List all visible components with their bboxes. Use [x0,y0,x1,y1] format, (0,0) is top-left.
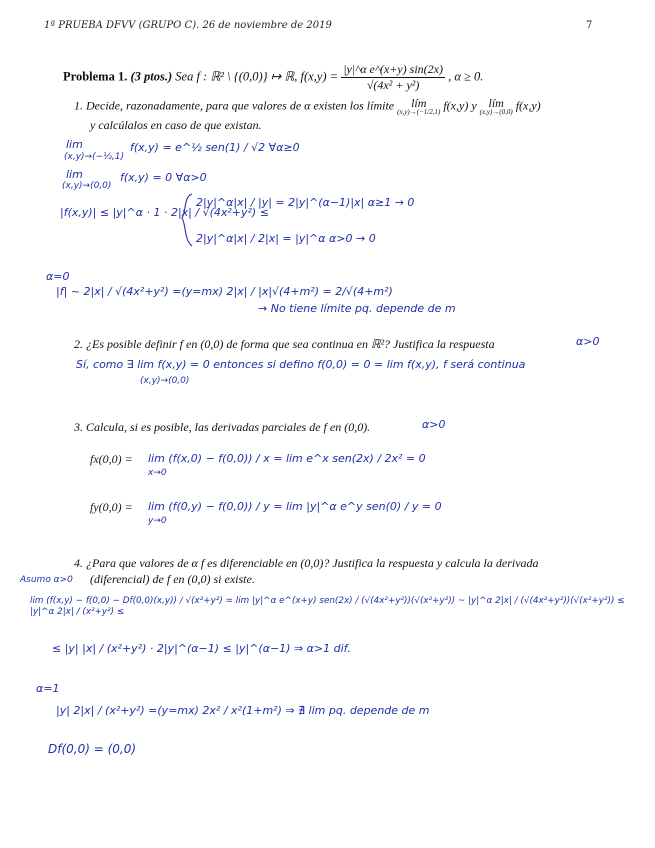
hw-case-1-arrow: α≥1 → 0 [367,196,415,209]
hw-fx-sub: x→0 [148,468,167,478]
header-title: 1ª PRUEBA DFVV (GRUPO C). 26 de noviembre de 2019 [44,20,332,31]
q4-line-a [74,556,539,571]
q4-text-a: ¿Para que valores de α f es diferenciable en (0,0)? Justifica la respuesta y calcula la derivada [86,556,539,570]
problem-fraction [341,62,445,93]
q1-number: 1. [74,98,83,113]
hw-q4-final: Df(0,0) = (0,0) [48,742,137,756]
hw-lim-2-expr: f(x,y) = 0 ∀α>0 [120,171,207,184]
q2-text: ¿Es posible definir f en (0,0) de forma que sea continua en ℝ²? Justifica la respuesta [86,337,495,351]
lim-word: lím [411,96,427,110]
problem-statement-b: , α ≥ 0. [448,69,484,84]
hw-fx-expr: lim (f(x,0) − f(0,0)) / x = lim e^x sen(2x) / 2x² = 0 [148,452,426,465]
hw-case-2-expr: 2|y|^α|x| / 2|x| = |y|^α [196,232,326,245]
hw-fy-expr: lim (f(0,y) − f(0,0)) / y = lim |y|^α e^y sen(0) / y = 0 [148,500,442,513]
lim-sub-1: (x,y)→(−1/2,1) [397,108,441,116]
q3-number: 3. [74,420,83,434]
problem-statement [63,62,483,93]
hw-case-2 [196,232,376,245]
hw-q4-alpha1: α=1 [36,682,60,695]
q1-limit-1 [397,97,440,116]
fx-label: fx(0,0) = [90,452,133,466]
q1-text-b: y calcúlalos en caso de que existan. [90,118,262,132]
hw-q4-margin: Asumo α>0 [20,575,73,585]
problem-title: Problema 1. [63,69,128,84]
fraction-denominator: √(4x² + y²) [366,78,420,92]
hw-alpha-zero-note: → No tiene límite pq. depende de m [258,302,456,315]
hw-alpha-zero: α=0 [46,270,70,283]
hw-fy-sub: y→0 [148,516,167,526]
q4-number: 4. [74,556,83,570]
q1-line-a [74,97,541,116]
hw-lim-2: lim [66,168,83,181]
hw-q4-line2: ≤ |y| |x| / (x²+y²) · 2|y|^(α−1) ≤ |y|^(α−1) ⇒ α>1 dif. [52,642,351,655]
problem-points: (3 ptos.) [130,69,173,84]
hw-lim-1-sub: (x,y)→(−½,1) [64,152,124,162]
fraction-numerator: |y|^α e^(x+y) sin(2x) [343,62,443,76]
hw-lim-2-sub: (x,y)→(0,0) [62,181,112,191]
hw-case-1 [196,196,414,209]
hw-alpha-zero-expr: |f| ~ 2|x| / √(4x²+y²) =(y=mx) 2|x| / |x|√(4+m²) = 2/√(4+m²) [56,285,393,298]
q1-limit-2 [480,97,513,116]
hw-q3-alpha: α>0 [422,418,446,431]
q3-line [74,420,370,435]
fy-label: fy(0,0) = [90,500,133,514]
hw-brace [182,194,192,246]
hw-q4-line1: lim (f(x,y) − f(0,0) − Df(0,0)(x,y)) / √(x²+y²) = lim |y|^α e^(x+y) sen(2x) / (√(4x²+y²))(√(x²+y²)) ~ |y|^α 2|x| / (√(4x²+y²))(√(x²+y²)) ≤ |y|^α 2|x| / (x²+y²) ≤ [30,596,625,617]
lim-func-1: f(x,y) y [443,98,477,113]
q4-text-b: (diferencial) de f en (0,0) si existe. [90,572,255,586]
q2-line [74,337,495,352]
lim-func-2: f(x,y) [515,98,541,113]
hw-lim-1 [66,138,83,151]
problem-statement-a: Sea f : ℝ² \ {(0,0)} ↦ ℝ, f(x,y) = [175,69,339,84]
q2-number: 2. [74,337,83,351]
q1-text-a: Decide, razonadamente, para que valores de α existen los límite [86,98,395,113]
hw-q2-answer: Sí, como ∃ lim f(x,y) = 0 entonces si defino f(0,0) = 0 = lim f(x,y), f será continua [76,358,526,371]
hw-lim-word: lim [66,138,83,151]
hw-q2-alpha: α>0 [576,335,600,348]
q3-text: Calcula, si es posible, las derivadas parciales de f en (0,0). [86,420,371,434]
hw-q4-line3: |y| 2|x| / (x²+y²) =(y=mx) 2x² / x²(1+m²) ⇒ ∄ lim pq. depende de m [56,704,430,717]
hw-case-1-expr: 2|y|^α|x| / |y| = 2|y|^(α−1)|x| [196,196,365,209]
hw-case-2-arrow: α>0 → 0 [329,232,376,245]
hw-q2-sub: (x,y)→(0,0) [140,376,190,386]
hw-bound-left: |f(x,y)| ≤ |y|^α · 1 · 2|x| / √(4x²+y²) ≤ [60,206,269,219]
lim-word: lím [488,96,504,110]
hw-lim-1-expr: f(x,y) = e^½ sen(1) / √2 ∀α≥0 [130,141,300,154]
lim-sub-2: (x,y)→(0,0) [479,108,513,116]
page-number: 7 [586,20,593,31]
